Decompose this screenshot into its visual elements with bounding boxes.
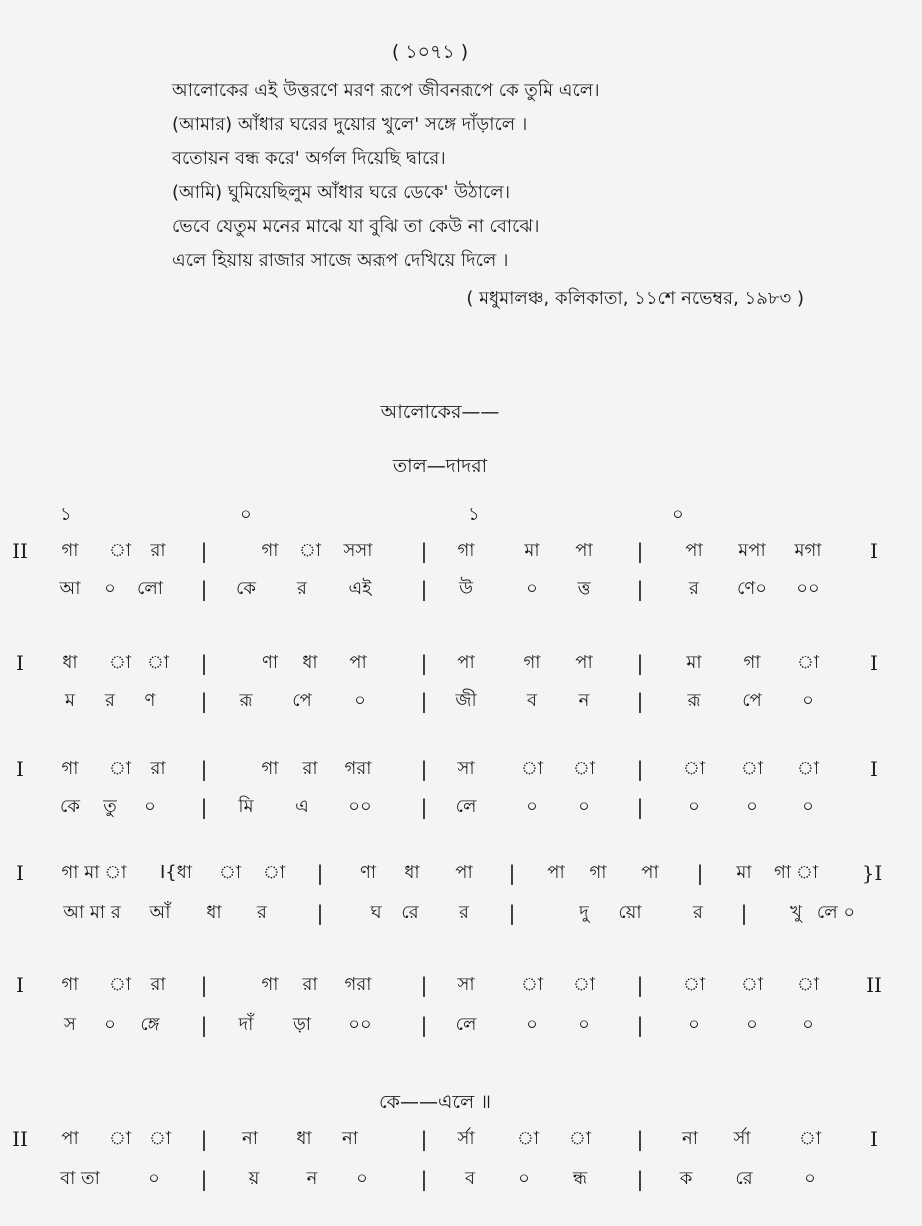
bar-line: |: [636, 1127, 644, 1151]
lyric-syllable: ০: [148, 1168, 160, 1189]
bar-line: |: [316, 861, 324, 885]
swara-note: ধা: [296, 1128, 312, 1149]
lyric-syllable: রে: [401, 902, 419, 923]
lyric-syllable: ০০: [348, 1014, 372, 1035]
bar-line: |: [420, 973, 428, 997]
swara-note: সসা: [343, 540, 373, 561]
page-number: ( ১০৭১ ): [391, 41, 469, 63]
swara-note: া: [520, 974, 544, 995]
lyric-syllable-row: [0, 792, 922, 828]
lyric-syllable: ০: [104, 1014, 116, 1035]
lyric-syllable: ম: [65, 690, 75, 711]
swara-note: া: [108, 974, 132, 995]
bar-line: |: [200, 757, 208, 781]
swara-note: গা: [261, 758, 279, 779]
section-mark: I: [870, 539, 878, 563]
lyric-line: আলোকের এই উত্তরণে মরণ রূপে জীবনরূপে কে তুমি এলে।: [172, 80, 600, 101]
swara-note: া: [108, 1128, 132, 1149]
lyric-syllable: আ: [59, 578, 81, 599]
lyric-syllable: খু: [790, 902, 802, 923]
lyric-syllable: য়: [248, 1168, 260, 1189]
lyric-syllable: লে ০: [816, 902, 856, 923]
notation-stanza: [0, 648, 922, 728]
lyric-syllable: ০: [526, 796, 538, 817]
swara-note: পা: [685, 540, 703, 561]
lyric-syllable: র: [297, 578, 307, 599]
swara-note: ধা: [404, 862, 420, 883]
lyric-syllable: য়ো: [618, 902, 642, 923]
lyric-syllable: রে: [735, 1168, 753, 1189]
swara-note: সা: [457, 974, 475, 995]
song-heading: আলোকের——: [380, 401, 500, 423]
swara-note: া: [798, 1128, 822, 1149]
bar-line: |: [420, 651, 428, 675]
swara-note: া: [108, 652, 132, 673]
bar-line: |: [636, 795, 644, 819]
lyric-syllable: মি: [238, 796, 254, 817]
lyric-syllable-row: [0, 686, 922, 722]
section-mark: I: [16, 973, 24, 997]
lyric-syllable: ০০: [348, 796, 372, 817]
source-citation: ( মধুমালঞ্চ, কলিকাতা, ১১শে নভেম্বর, ১৯৮৩ ): [466, 288, 804, 309]
notation-stanza: [0, 754, 922, 834]
bar-line: |: [200, 689, 208, 713]
swara-note: া: [148, 1128, 172, 1149]
lyric-syllable: স: [64, 1014, 76, 1035]
swara-note: মা: [736, 862, 752, 883]
lyric-syllable: পে: [742, 690, 762, 711]
swara-note: গা: [261, 974, 279, 995]
lyric-syllable: লে: [455, 796, 477, 817]
lyric-syllable: ০: [746, 796, 758, 817]
notation-stanza: [0, 970, 922, 1050]
swara-note: র্সা: [457, 1128, 475, 1149]
lyric-syllable: ন: [578, 690, 590, 711]
refrain-heading: কে——এলে ॥: [378, 1091, 492, 1113]
bar-line: |: [636, 651, 644, 675]
lyric-syllable: ন্ধ: [572, 1168, 588, 1189]
bar-line: |: [636, 973, 644, 997]
bar-line: |: [636, 1013, 644, 1037]
swara-note: গা মা া: [61, 862, 127, 883]
section-mark: I: [16, 861, 24, 885]
bar-line: |: [420, 757, 428, 781]
swara-note: া: [740, 974, 764, 995]
bar-line: |: [420, 577, 428, 601]
bar-line: |: [420, 1013, 428, 1037]
swara-note: গা: [61, 758, 79, 779]
lyric-syllable: ০: [688, 796, 700, 817]
lyric-syllable: ০: [688, 1014, 700, 1035]
bar-line: |: [420, 1167, 428, 1191]
lyric-syllable: ধা: [206, 902, 222, 923]
lyric-syllable: কে: [236, 578, 256, 599]
lyric-syllable: ০: [104, 578, 116, 599]
lyric-syllable: ০০: [796, 578, 820, 599]
lyric-syllable: ণ: [144, 690, 156, 711]
bar-line: |: [636, 757, 644, 781]
section-mark: I: [870, 1127, 878, 1151]
swara-note: মগা: [794, 540, 822, 561]
lyric-syllable: জী: [455, 690, 477, 711]
lyrics-block: [172, 74, 852, 278]
swara-note: া: [796, 652, 820, 673]
swara-note: া: [520, 758, 544, 779]
lyric-syllable: ০: [804, 1168, 816, 1189]
swara-note: ধা: [302, 652, 318, 673]
lyric-line: বতোয়ন বন্ধ করে' অর্গল দিয়েছি দ্বারে।: [172, 148, 446, 169]
lyric-syllable: আ মা র: [63, 902, 121, 923]
bar-line: |: [200, 539, 208, 563]
lyric-syllable: ড়া: [292, 1014, 312, 1035]
section-mark: I: [870, 757, 878, 781]
section-mark: II: [12, 1127, 28, 1151]
bar-line: |: [200, 1167, 208, 1191]
swara-note: গা: [261, 540, 279, 561]
lyric-syllable: ঙ্গে: [140, 1014, 160, 1035]
swara-row: [0, 1124, 922, 1160]
swara-note: গা: [589, 862, 607, 883]
bar-line: |: [420, 795, 428, 819]
section-mark: I: [16, 757, 24, 781]
bar-line: |: [200, 577, 208, 601]
lyric-syllable: ত্ত: [577, 578, 591, 599]
swara-note: া: [682, 974, 706, 995]
swara-row: [0, 970, 922, 1006]
notation-stanza: [0, 858, 922, 938]
swara-row: [0, 858, 922, 894]
notation-stanza: [0, 1124, 922, 1204]
swara-note: রা: [150, 974, 166, 995]
lyric-syllable: এই: [348, 578, 372, 599]
swara-note: না: [682, 1128, 698, 1149]
swara-note: া: [682, 758, 706, 779]
swara-note: া: [796, 974, 820, 995]
swara-note: ধা: [62, 652, 78, 673]
lyric-syllable: র: [693, 902, 703, 923]
lyric-line: এলে হিয়ায় রাজার সাজে অরূপ দেখিয়ে দিলে ।: [172, 250, 509, 271]
lyric-line: ভেবে যেতুম মনের মাঝে যা বুঝি তা কেউ না বোঝে।: [172, 216, 540, 237]
bar-line: |: [200, 651, 208, 675]
beat-marks-row: [0, 500, 922, 526]
bar-line: |: [200, 973, 208, 997]
beat-mark: ০: [240, 504, 252, 525]
swara-note: ণা: [261, 652, 279, 673]
lyric-syllable: রূ: [687, 690, 701, 711]
swara-note: া: [146, 652, 170, 673]
bar-line: |: [740, 901, 748, 925]
lyric-syllable: কে: [60, 796, 80, 817]
swara-note: মা: [524, 540, 540, 561]
lyric-syllable: উ: [458, 578, 474, 599]
swara-note: সা: [457, 758, 475, 779]
swara-note: া: [796, 758, 820, 779]
swara-note: মা: [686, 652, 702, 673]
swara-note: া: [262, 862, 286, 883]
lyric-syllable: ব: [526, 690, 538, 711]
lyric-line: (আমি) ঘুমিয়েছিলুম আঁধার ঘরে ডেকে' উঠালে।: [172, 182, 511, 203]
swara-note: গরা: [344, 758, 372, 779]
lyric-syllable: ০: [578, 796, 590, 817]
bar-line: |: [636, 577, 644, 601]
tala-heading: তাল—দাদরা: [392, 455, 488, 477]
lyric-syllable: ০: [144, 796, 156, 817]
lyric-syllable: ব: [464, 1168, 476, 1189]
lyric-syllable-row: [0, 574, 922, 610]
lyric-syllable: র: [105, 690, 115, 711]
beat-mark: ১: [60, 504, 72, 525]
lyric-syllable: লে: [455, 1014, 477, 1035]
lyric-syllable: ০: [802, 690, 814, 711]
notation-stanza: [0, 536, 922, 616]
bar-line: |: [200, 1127, 208, 1151]
swara-note: না: [342, 1128, 358, 1149]
bar-line: |: [200, 1013, 208, 1037]
lyric-syllable: ০: [578, 1014, 590, 1035]
lyric-syllable-row: [0, 1164, 922, 1200]
bar-line: |: [508, 901, 516, 925]
lyric-syllable: ণে০: [737, 578, 767, 599]
swara-row: [0, 754, 922, 790]
swara-note: গা: [61, 540, 79, 561]
swara-note: গা: [523, 652, 541, 673]
lyric-syllable: রূ: [239, 690, 253, 711]
section-mark: }I: [861, 861, 883, 885]
swara-note: া: [108, 540, 132, 561]
swara-note: পা: [455, 862, 473, 883]
bar-line: |: [696, 861, 704, 885]
lyric-syllable-row: [0, 898, 922, 934]
swara-note: পা: [575, 652, 593, 673]
swara-note: র্সা: [733, 1128, 751, 1149]
swara-note: পা: [575, 540, 593, 561]
swara-row: [0, 536, 922, 572]
lyric-syllable: ক: [679, 1168, 693, 1189]
swara-note: রা: [150, 540, 166, 561]
swara-note: া: [108, 758, 132, 779]
swara-note: া: [218, 862, 242, 883]
section-mark: I: [16, 651, 24, 675]
swara-note: া: [516, 1128, 540, 1149]
lyric-syllable: ০: [802, 796, 814, 817]
lyric-syllable-row: [0, 1010, 922, 1046]
lyric-syllable: দু: [579, 902, 589, 923]
swara-note: মপা: [738, 540, 766, 561]
bar-line: |: [420, 689, 428, 713]
bar-line: |: [508, 861, 516, 885]
lyric-syllable: আঁ: [149, 902, 171, 923]
lyric-syllable: ০: [354, 690, 366, 711]
swara-note: ণা: [359, 862, 377, 883]
swara-note: রা: [302, 974, 318, 995]
lyric-syllable: ০: [802, 1014, 814, 1035]
lyric-syllable: র: [257, 902, 267, 923]
swara-note: পা: [457, 652, 475, 673]
swara-row: [0, 648, 922, 684]
swara-note: গা া: [773, 862, 819, 883]
swara-note: পা: [547, 862, 565, 883]
swara-note: গা: [743, 652, 761, 673]
swara-note: I{ধা: [159, 862, 193, 883]
beat-mark: ০: [672, 504, 684, 525]
lyric-syllable: র: [459, 902, 469, 923]
lyric-syllable: ০: [746, 1014, 758, 1035]
lyric-syllable: লো: [137, 578, 163, 599]
lyric-syllable: দাঁ: [238, 1014, 254, 1035]
lyric-syllable: ০: [518, 1168, 530, 1189]
swara-note: রা: [302, 758, 318, 779]
beat-mark: ১: [468, 504, 480, 525]
swara-note: া: [572, 974, 596, 995]
lyric-line: (আমার) আঁধার ঘরের দুয়োর খুলে' সঙ্গে দাঁড়ালে ।: [172, 114, 528, 135]
section-mark: I: [870, 651, 878, 675]
swara-note: না: [242, 1128, 258, 1149]
lyric-syllable: তু: [103, 796, 117, 817]
lyric-syllable: পে: [292, 690, 312, 711]
swara-note: া: [572, 758, 596, 779]
bar-line: |: [636, 539, 644, 563]
swara-note: া: [298, 540, 322, 561]
lyric-syllable: ঘ: [370, 902, 382, 923]
section-mark: II: [866, 973, 882, 997]
swara-note: পা: [641, 862, 659, 883]
lyric-syllable: ০: [526, 578, 538, 599]
swara-note: গা: [61, 974, 79, 995]
lyric-syllable: বা তা: [60, 1168, 100, 1189]
swara-note: া: [568, 1128, 592, 1149]
swara-note: গা: [457, 540, 475, 561]
lyric-syllable: র: [689, 578, 699, 599]
section-mark: II: [12, 539, 28, 563]
swara-note: পা: [349, 652, 367, 673]
lyric-syllable: ন: [306, 1168, 318, 1189]
bar-line: |: [636, 1167, 644, 1191]
swara-note: া: [740, 758, 764, 779]
swara-note: গরা: [344, 974, 372, 995]
lyric-syllable: ০: [356, 1168, 368, 1189]
lyric-syllable: এ: [295, 796, 309, 817]
bar-line: |: [636, 689, 644, 713]
bar-line: |: [420, 539, 428, 563]
bar-line: |: [200, 795, 208, 819]
bar-line: |: [316, 901, 324, 925]
lyric-syllable: ০: [526, 1014, 538, 1035]
swara-note: পা: [61, 1128, 79, 1149]
swara-note: রা: [150, 758, 166, 779]
bar-line: |: [420, 1127, 428, 1151]
